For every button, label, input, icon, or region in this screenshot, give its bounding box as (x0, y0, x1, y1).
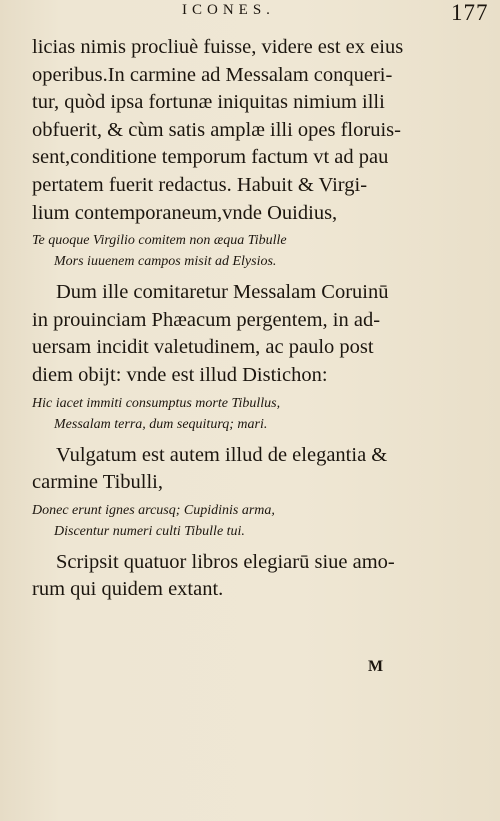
text-line: licias nimis procliuè fuisse, videre est ex eius (32, 36, 404, 58)
text-line: operibus.In carmine ad Messalam conqueri- (32, 63, 393, 86)
paragraph-1 (32, 34, 462, 227)
text-line: rum qui quidem extant. (32, 578, 224, 601)
text-line: Scripsit quatuor libros elegiarū siue amo- (56, 550, 395, 573)
text-line: uersam incidit valetudinem, ac paulo post (32, 336, 374, 359)
page-text (32, 34, 462, 604)
verse-line: Messalam terra, dum sequiturq; mari. (54, 416, 268, 432)
signature-mark: M (368, 658, 384, 675)
verse-1 (32, 230, 462, 272)
verse-line: Donec erunt ignes arcusq; Cupidinis arma, (32, 502, 275, 518)
text-line: diem obijt: vnde est illud Distichon: (32, 363, 328, 386)
verse-line: Mors iuuenem campos misit ad Elysios. (54, 254, 277, 270)
verse-3 (32, 500, 462, 542)
text-line: sent,conditione temporum factum vt ad pau (32, 146, 389, 169)
text-line: pertatem fuerit redactus. Habuit & Virgi- (32, 173, 368, 196)
text-line: in prouinciam Phæacum pergentem, in ad- (32, 308, 381, 331)
text-line: obfuerit, & cùm satis amplæ illi opes floruis- (32, 118, 401, 141)
paragraph-3 (32, 442, 462, 497)
paragraph-4 (32, 549, 462, 604)
text-line: Dum ille comitaretur Messalam Coruinū (56, 281, 389, 304)
text-line: tur, quòd ipsa fortunæ iniquitas nimium illi (32, 91, 385, 114)
running-head: ICONES. (182, 2, 275, 18)
text-line: carmine Tibulli, (32, 471, 163, 494)
text-line: lium contemporaneum,vnde Ouidius, (32, 201, 338, 224)
verse-line: Hic iacet immiti consumptus morte Tibullus, (32, 395, 281, 411)
verse-2 (32, 393, 462, 435)
page-number: 177 (451, 0, 489, 25)
paragraph-2 (32, 279, 462, 389)
verse-line: Te quoque Virgilio comitem non æqua Tibulle (32, 233, 287, 249)
text-line: Vulgatum est autem illud de elegantia & (56, 443, 388, 466)
verse-line: Discentur numeri culti Tibulle tui. (54, 523, 245, 539)
